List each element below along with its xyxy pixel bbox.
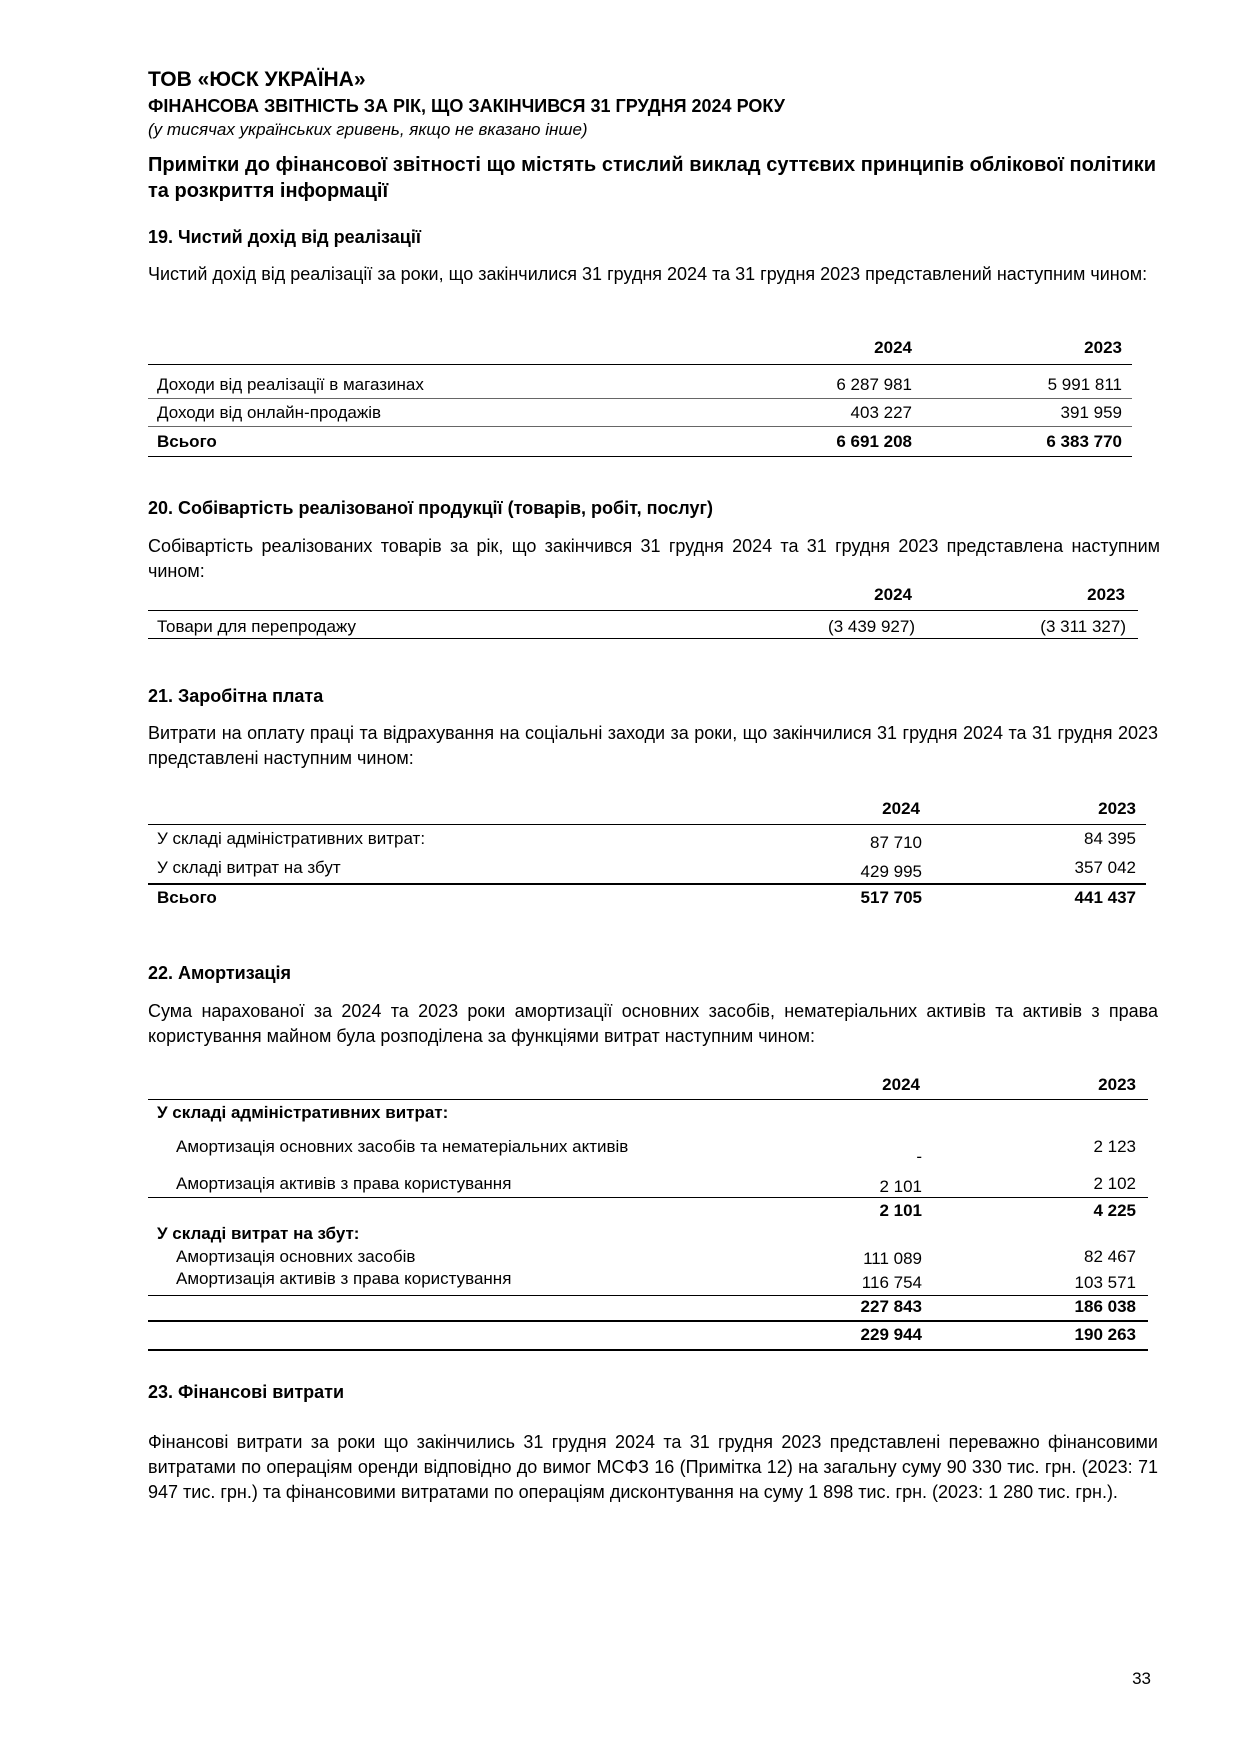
section-23-title: 23. Фінансові витрати <box>148 1382 345 1402</box>
s19-row-2023: 391 959 <box>1060 403 1122 422</box>
s22-grand-total-rule <box>148 1320 1148 1322</box>
s19-row-label: Доходи від онлайн-продажів <box>157 403 382 422</box>
s22-grand-total-2023: 190 263 <box>1074 1325 1136 1344</box>
s20-row-2024: (3 439 927) <box>828 617 915 636</box>
company-name: ТОВ «ЮСК УКРАЇНА» <box>148 68 366 91</box>
s22-admin-row-label: Амортизація основних засобів та нематеріальних активів <box>176 1137 629 1156</box>
s19-total-rule <box>148 456 1132 457</box>
s22-admin-row-2024: 2 101 <box>879 1177 922 1196</box>
report-title: ФІНАНСОВА ЗВІТНІСТЬ ЗА РІК, ЩО ЗАКІНЧИВСЯ 31 ГРУДНЯ 2024 РОКУ <box>148 96 785 116</box>
s22-sales-subtotal-rule <box>148 1295 1148 1296</box>
notes-title: Примітки до фінансової звітності що містять стислий виклад суттєвих принципів облікової політики та розкриття інформації <box>148 154 1156 202</box>
s22-admin-row-2024: - <box>916 1147 922 1166</box>
s22-admin-row-2023: 2 102 <box>1093 1174 1136 1193</box>
s19-row-2024: 403 227 <box>850 403 912 422</box>
s19-row-rule <box>148 398 1132 399</box>
s22-admin-total-2024: 2 101 <box>879 1201 922 1220</box>
s21-row-2024: 87 710 <box>870 833 922 852</box>
s19-header-rule <box>148 364 1132 365</box>
section-19-intro: Чистий дохід від реалізації за роки, що закінчилися 31 грудня 2024 та 31 грудня 2023 представлений наступним чином: <box>148 264 1148 284</box>
s19-col-2024: 2024 <box>874 338 912 357</box>
s21-row-label: У складі витрат на збут <box>157 858 341 877</box>
s22-admin-heading: У складі адміністративних витрат: <box>157 1103 449 1122</box>
s22-col-2023: 2023 <box>1098 1075 1136 1094</box>
s21-row-2023: 357 042 <box>1074 858 1136 877</box>
s20-col-2024: 2024 <box>874 585 912 604</box>
s22-sales-total-2024: 227 843 <box>860 1297 922 1316</box>
s20-col-2023: 2023 <box>1087 585 1125 604</box>
s22-header-rule <box>148 1099 1148 1100</box>
s21-row-2023: 84 395 <box>1084 829 1136 848</box>
s22-col-2024: 2024 <box>882 1075 920 1094</box>
s22-sales-heading: У складі витрат на збут: <box>157 1224 360 1243</box>
section-21-title: 21. Заробітна плата <box>148 686 324 706</box>
section-23-text: Фінансові витрати за роки що закінчились 31 грудня 2024 та 31 грудня 2023 представлені переважно фінансовими витратами по операціям оренди відповідно до вимог МСФЗ 16 (Примітка 12) на загальну суму 90 330 тис. грн. (2023: 71 947 тис. грн.) та фінансовими витратами по операціям дисконтування на суму 1 898 тис. грн. (2023: 1 280 тис. грн.). <box>148 1432 1158 1502</box>
s22-sales-row-label: Амортизація основних засобів <box>176 1247 416 1266</box>
s20-row-label: Товари для перепродажу <box>157 617 356 636</box>
s22-sales-total-2023: 186 038 <box>1074 1297 1136 1316</box>
s21-total-rule <box>148 883 1146 885</box>
section-20-title: 20. Собівартість реалізованої продукції (товарів, робіт, послуг) <box>148 498 713 518</box>
s19-row-label: Доходи від реалізації в магазинах <box>157 375 424 394</box>
s21-total-2024: 517 705 <box>860 888 922 907</box>
s21-row-2024: 429 995 <box>860 862 922 881</box>
s21-row-label: У складі адміністративних витрат: <box>157 829 426 848</box>
s22-sales-row-2023: 82 467 <box>1084 1247 1136 1266</box>
s21-total-2023: 441 437 <box>1074 888 1136 907</box>
s19-total-label: Всього <box>157 432 217 451</box>
s21-header-rule <box>148 824 1146 825</box>
s19-row-2023: 5 991 811 <box>1047 375 1122 394</box>
section-21-intro: Витрати на оплату праці та відрахування на соціальні заходи за роки, що закінчилися 31 грудня 2024 та 31 грудня 2023 представлені наступним чином: <box>148 723 1158 768</box>
s20-header-rule <box>148 610 1138 611</box>
s21-col-2024: 2024 <box>882 799 920 818</box>
s19-row-2024: 6 287 981 <box>836 375 912 394</box>
s22-admin-row-label: Амортизація активів з права користування <box>176 1174 512 1193</box>
section-22-intro: Сума нарахованої за 2024 та 2023 роки амортизації основних засобів, нематеріальних активів та активів з права користування майном була розподілена за функціями витрат наступним чином: <box>148 1001 1158 1046</box>
s22-admin-total-2023: 4 225 <box>1093 1201 1136 1220</box>
s22-sales-row-label: Амортизація активів з права користування <box>176 1269 512 1288</box>
page-number: 33 <box>1132 1669 1151 1688</box>
s20-row-2023: (3 311 327) <box>1040 617 1126 636</box>
s22-sales-row-2024: 116 754 <box>861 1273 922 1292</box>
s22-sales-row-2024: 111 089 <box>863 1249 922 1268</box>
s22-bottom-rule <box>148 1349 1148 1351</box>
s22-admin-row-2023: 2 123 <box>1093 1137 1136 1156</box>
s20-row-rule <box>148 638 1138 639</box>
s19-col-2023: 2023 <box>1084 338 1122 357</box>
s22-sales-row-2023: 103 571 <box>1074 1273 1136 1292</box>
s19-total-2024: 6 691 208 <box>836 432 912 451</box>
section-22-title: 22. Амортизація <box>148 963 292 983</box>
s19-total-2023: 6 383 770 <box>1046 432 1122 451</box>
s21-col-2023: 2023 <box>1098 799 1136 818</box>
s21-total-label: Всього <box>157 888 217 907</box>
s19-row-rule <box>148 426 1132 427</box>
s22-grand-total-2024: 229 944 <box>860 1325 922 1344</box>
section-20-intro: Собівартість реалізованих товарів за рік, що закінчився 31 грудня 2024 та 31 грудня 2023 представлена наступним чином: <box>148 536 1160 581</box>
s22-admin-subtotal-rule <box>148 1197 1148 1198</box>
units-note: (у тисячах українських гривень, якщо не вказано інше) <box>148 120 588 139</box>
section-19-title: 19. Чистий дохід від реалізації <box>148 227 421 247</box>
